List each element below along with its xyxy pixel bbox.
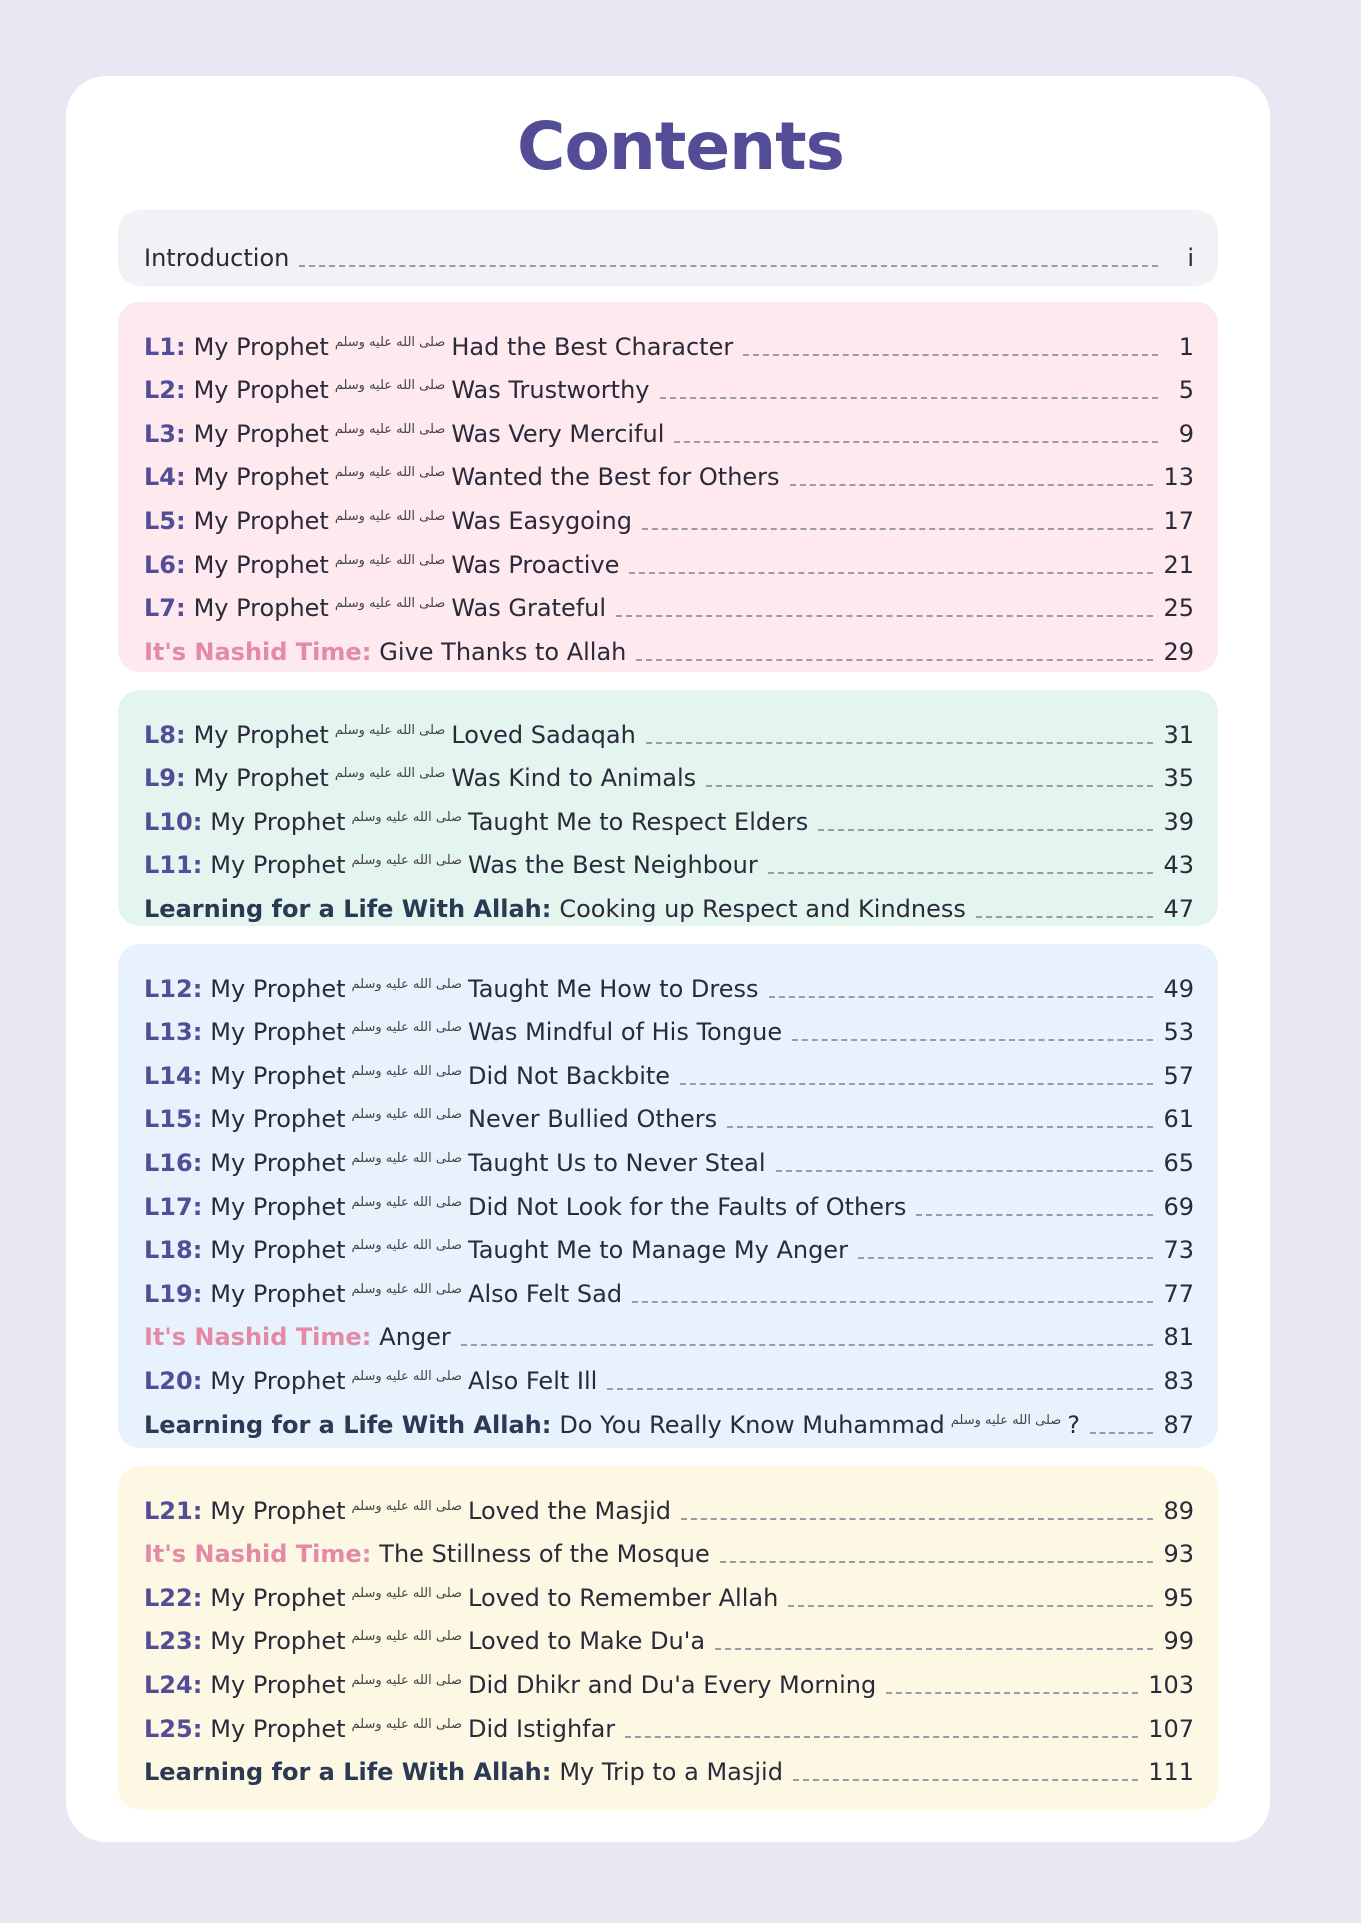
dotted-leader bbox=[818, 829, 1153, 831]
toc-page-number: 57 bbox=[1163, 1061, 1194, 1090]
toc-entry-title-rest: Loved to Make Du'a bbox=[468, 1627, 706, 1656]
toc-entry[interactable] bbox=[144, 1004, 1194, 1048]
dotted-leader bbox=[660, 397, 1159, 399]
toc-entry-code: L6: bbox=[144, 550, 186, 579]
toc-entry-title-rest: Did Dhikr and Du'a Every Morning bbox=[468, 1670, 877, 1699]
dotted-leader bbox=[680, 1083, 1153, 1085]
dotted-leader bbox=[768, 872, 1154, 874]
toc-entry-title: My Prophet bbox=[210, 1583, 346, 1612]
toc-entry[interactable] bbox=[144, 1222, 1194, 1266]
toc-entry-code: L9: bbox=[144, 764, 186, 793]
toc-entry-code: L7: bbox=[144, 594, 186, 623]
toc-page-number: 81 bbox=[1163, 1323, 1194, 1352]
pbuh-honorific: صلى الله عليه وسلم bbox=[351, 1020, 463, 1036]
toc-page-number: 29 bbox=[1163, 637, 1194, 666]
toc-page-number: 49 bbox=[1163, 974, 1194, 1003]
dotted-leader bbox=[886, 1692, 1138, 1694]
dotted-leader bbox=[776, 1170, 1154, 1172]
toc-entry[interactable] bbox=[144, 1700, 1194, 1744]
toc-entry-title-rest: Was Kind to Animals bbox=[451, 764, 697, 793]
toc-entry-code: L18: bbox=[144, 1236, 203, 1265]
toc-entry-code: Learning for a Life With Allah: bbox=[144, 1410, 552, 1439]
pbuh-honorific: صلى الله عليه وسلم bbox=[334, 722, 446, 738]
dotted-leader bbox=[792, 1039, 1153, 1041]
toc-entry-code: Learning for a Life With Allah: bbox=[144, 1758, 552, 1787]
pbuh-honorific: صلى الله عليه وسلم bbox=[351, 1107, 463, 1123]
toc-entry[interactable] bbox=[144, 750, 1194, 794]
toc-entry-title-rest: Did Not Backbite bbox=[468, 1061, 671, 1090]
toc-entry-title-rest: Also Felt Ill bbox=[468, 1366, 598, 1395]
dotted-leader bbox=[706, 785, 1153, 787]
pbuh-honorific: صلى الله عليه وسلم bbox=[351, 1716, 463, 1732]
toc-entry[interactable] bbox=[144, 492, 1194, 536]
toc-entry-title-rest: Did Not Look for the Faults of Others bbox=[468, 1192, 907, 1221]
toc-page-number: 61 bbox=[1163, 1105, 1194, 1134]
toc-page-number: 53 bbox=[1163, 1018, 1194, 1047]
pbuh-honorific: صلى الله عليه وسلم bbox=[351, 1585, 463, 1601]
toc-entry-code: L25: bbox=[144, 1714, 203, 1743]
toc-entry-title-rest: Loved to Remember Allah bbox=[468, 1583, 779, 1612]
toc-entry-title-rest: Had the Best Character bbox=[451, 332, 734, 361]
toc-entry-code: L22: bbox=[144, 1583, 203, 1612]
toc-page-number: 35 bbox=[1163, 764, 1194, 793]
dotted-leader bbox=[461, 1344, 1154, 1346]
toc-entry-title: My Prophet bbox=[193, 506, 329, 535]
toc-entry-title: My Prophet bbox=[210, 1105, 346, 1134]
toc-entry-title-rest: Taught Me How to Dress bbox=[468, 974, 759, 1003]
toc-entry[interactable] bbox=[144, 536, 1194, 580]
toc-page-number: 83 bbox=[1163, 1366, 1194, 1395]
dotted-leader bbox=[916, 1214, 1153, 1216]
pbuh-honorific: صلى الله عليه وسلم bbox=[351, 1281, 463, 1297]
pbuh-honorific: صلى الله عليه وسلم bbox=[351, 853, 463, 869]
toc-entry-code: L15: bbox=[144, 1105, 203, 1134]
toc-entry-code: L20: bbox=[144, 1366, 203, 1395]
pbuh-honorific: صلى الله عليه وسلم bbox=[351, 1150, 463, 1166]
toc-entry[interactable] bbox=[144, 880, 1194, 924]
toc-entry[interactable] bbox=[144, 1178, 1194, 1222]
toc-entry[interactable] bbox=[144, 837, 1194, 881]
toc-page-number: 89 bbox=[1163, 1496, 1194, 1525]
toc-entry-title: My Prophet bbox=[210, 1496, 346, 1525]
toc-entry-code: L13: bbox=[144, 1018, 203, 1047]
toc-section-intro bbox=[118, 210, 1218, 286]
toc-entry[interactable] bbox=[144, 1656, 1194, 1700]
toc-entry[interactable] bbox=[144, 706, 1194, 750]
toc-entry-code: L4: bbox=[144, 463, 186, 492]
toc-page-number: 39 bbox=[1163, 807, 1194, 836]
pbuh-honorific: صلى الله عليه وسلم bbox=[334, 334, 446, 350]
toc-page-number: 99 bbox=[1163, 1627, 1194, 1656]
toc-entry-code: L16: bbox=[144, 1148, 203, 1177]
toc-entry-title: My Prophet bbox=[193, 720, 329, 749]
dotted-leader bbox=[1090, 1432, 1153, 1434]
toc-entry-code: L2: bbox=[144, 376, 186, 405]
dotted-leader bbox=[299, 265, 1158, 267]
toc-entry-title-rest: Did Istighfar bbox=[468, 1714, 616, 1743]
toc-entry[interactable] bbox=[144, 1613, 1194, 1657]
pbuh-honorific: صلى الله عليه وسلم bbox=[351, 1194, 463, 1210]
toc-entry[interactable] bbox=[144, 1265, 1194, 1309]
toc-entry-title: My Prophet bbox=[210, 974, 346, 1003]
toc-page-number: 13 bbox=[1163, 463, 1194, 492]
pbuh-honorific: صلى الله عليه وسلم bbox=[334, 596, 446, 612]
toc-entry-title: My Prophet bbox=[210, 1018, 346, 1047]
toc-entry-code: L23: bbox=[144, 1627, 203, 1656]
toc-entry[interactable] bbox=[144, 580, 1194, 624]
pbuh-honorific: صلى الله عليه وسلم bbox=[351, 976, 463, 992]
toc-page-number: 31 bbox=[1163, 720, 1194, 749]
toc-entry[interactable] bbox=[144, 960, 1194, 1004]
toc-page-number: 17 bbox=[1163, 506, 1194, 535]
dotted-leader bbox=[788, 1605, 1153, 1607]
toc-section-lessons-12-20 bbox=[118, 944, 1218, 1448]
dotted-leader bbox=[976, 916, 1154, 918]
toc-entry[interactable] bbox=[144, 793, 1194, 837]
toc-page-number: 95 bbox=[1163, 1583, 1194, 1612]
toc-entry-code: L10: bbox=[144, 807, 203, 836]
toc-entry-title: Cooking up Respect and Kindness bbox=[559, 894, 966, 923]
toc-entry-title: My Prophet bbox=[210, 1714, 346, 1743]
toc-entry-code: It's Nashid Time: bbox=[144, 1540, 372, 1569]
toc-page-number: 111 bbox=[1148, 1758, 1194, 1787]
pbuh-honorific: صلى الله عليه وسلم bbox=[351, 1629, 463, 1645]
toc-entry-title-rest: Was Mindful of His Tongue bbox=[468, 1018, 783, 1047]
dotted-leader bbox=[625, 1736, 1138, 1738]
toc-entry-title-rest: Taught Me to Respect Elders bbox=[468, 807, 809, 836]
toc-entry[interactable] bbox=[144, 405, 1194, 449]
dotted-leader bbox=[790, 484, 1154, 486]
toc-entry-code: L14: bbox=[144, 1061, 203, 1090]
toc-entry-title: Introduction bbox=[144, 243, 290, 272]
toc-entry[interactable] bbox=[144, 1569, 1194, 1613]
toc-entry-title: My Prophet bbox=[210, 851, 346, 880]
toc-entry-title: My Prophet bbox=[193, 376, 329, 405]
toc-entry[interactable] bbox=[144, 1352, 1194, 1396]
toc-page-number: 25 bbox=[1163, 594, 1194, 623]
pbuh-honorific: صلى الله عليه وسلم bbox=[334, 766, 446, 782]
toc-page-number: 77 bbox=[1163, 1279, 1194, 1308]
toc-entry-title: My Prophet bbox=[193, 594, 329, 623]
toc-entry-code: L8: bbox=[144, 720, 186, 749]
pbuh-honorific: صلى الله عليه وسلم bbox=[351, 1672, 463, 1688]
toc-page-number: 43 bbox=[1163, 851, 1194, 880]
dotted-leader bbox=[674, 441, 1158, 443]
toc-entry-title: The Stillness of the Mosque bbox=[379, 1540, 710, 1569]
toc-entry[interactable] bbox=[144, 229, 1194, 273]
toc-entry-title: My Prophet bbox=[193, 550, 329, 579]
toc-entry-code: It's Nashid Time: bbox=[144, 637, 372, 666]
dotted-leader bbox=[743, 354, 1158, 356]
toc-entry-title: My Prophet bbox=[193, 419, 329, 448]
toc-entry-code: Learning for a Life With Allah: bbox=[144, 894, 552, 923]
pbuh-honorific: صلى الله عليه وسلم bbox=[334, 552, 446, 568]
toc-entry-title: My Prophet bbox=[210, 807, 346, 836]
toc-entry-title-rest: Also Felt Sad bbox=[468, 1279, 623, 1308]
toc-entry-title-rest: Was the Best Neighbour bbox=[468, 851, 758, 880]
dotted-leader bbox=[607, 1388, 1153, 1390]
toc-entry[interactable] bbox=[144, 362, 1194, 406]
toc-page-number: i bbox=[1187, 243, 1194, 272]
pbuh-honorific: صلى الله عليه وسلم bbox=[351, 1498, 463, 1514]
toc-page-number: 73 bbox=[1163, 1236, 1194, 1265]
toc-section-lessons-8-11 bbox=[118, 690, 1218, 926]
pbuh-honorific: صلى الله عليه وسلم bbox=[351, 1238, 463, 1254]
toc-page-number: 87 bbox=[1163, 1410, 1194, 1439]
toc-entry-code: L11: bbox=[144, 851, 203, 880]
page-title: Contents bbox=[517, 108, 844, 185]
dotted-leader bbox=[636, 659, 1153, 661]
toc-entry[interactable] bbox=[144, 1526, 1194, 1570]
toc-page-number: 69 bbox=[1163, 1192, 1194, 1221]
dotted-leader bbox=[720, 1561, 1154, 1563]
toc-page-number: 1 bbox=[1178, 332, 1194, 361]
toc-page-number: 21 bbox=[1163, 550, 1194, 579]
toc-entry[interactable] bbox=[144, 318, 1194, 362]
pbuh-honorific: صلى الله عليه وسلم bbox=[351, 1063, 463, 1079]
toc-entry-title: My Prophet bbox=[210, 1670, 346, 1699]
toc-entry-title-rest: Never Bullied Others bbox=[468, 1105, 718, 1134]
toc-entry-code: L5: bbox=[144, 506, 186, 535]
toc-entry-title-rest: Taught Me to Manage My Anger bbox=[468, 1236, 848, 1265]
toc-entry-code: L24: bbox=[144, 1670, 203, 1699]
toc-section-lessons-1-7 bbox=[118, 302, 1218, 672]
dotted-leader bbox=[793, 1779, 1138, 1781]
toc-entry-code: L12: bbox=[144, 974, 203, 1003]
toc-entry-title: My Prophet bbox=[210, 1192, 346, 1221]
toc-entry-code: L1: bbox=[144, 332, 186, 361]
toc-entry-title-rest: Taught Us to Never Steal bbox=[468, 1148, 766, 1177]
pbuh-honorific: صلى الله عليه وسلم bbox=[334, 508, 446, 524]
toc-entry[interactable] bbox=[144, 1482, 1194, 1526]
toc-entry-title-rest: Was Easygoing bbox=[451, 506, 632, 535]
toc-page-number: 9 bbox=[1178, 419, 1194, 448]
toc-entry[interactable] bbox=[144, 1744, 1194, 1788]
toc-page-number: 47 bbox=[1163, 894, 1194, 923]
toc-entry-title-rest: Was Very Merciful bbox=[451, 419, 665, 448]
dotted-leader bbox=[727, 1126, 1153, 1128]
pbuh-honorific: صلى الله عليه وسلم bbox=[351, 809, 463, 825]
pbuh-honorific: صلى الله عليه وسلم bbox=[334, 378, 446, 394]
toc-entry[interactable] bbox=[144, 449, 1194, 493]
toc-entry-code: L3: bbox=[144, 419, 186, 448]
toc-entry-title: My Prophet bbox=[210, 1366, 346, 1395]
toc-page-number: 65 bbox=[1163, 1148, 1194, 1177]
toc-entry-title-rest: Wanted the Best for Others bbox=[451, 463, 780, 492]
toc-entry-title-rest: Loved the Masjid bbox=[468, 1496, 671, 1525]
dotted-leader bbox=[715, 1648, 1153, 1650]
toc-entry-title: My Prophet bbox=[193, 463, 329, 492]
toc-page-number: 103 bbox=[1148, 1670, 1194, 1699]
dotted-leader bbox=[858, 1257, 1154, 1259]
toc-entry-code: L21: bbox=[144, 1496, 203, 1525]
toc-entry-title-rest: Was Trustworthy bbox=[451, 376, 650, 405]
dotted-leader bbox=[616, 615, 1153, 617]
toc-entry-title: Give Thanks to Allah bbox=[379, 637, 627, 666]
toc-entry[interactable] bbox=[144, 623, 1194, 667]
dotted-leader bbox=[646, 742, 1154, 744]
toc-entry[interactable] bbox=[144, 1309, 1194, 1353]
toc-section-lessons-21-25 bbox=[118, 1466, 1218, 1810]
toc-entry-title: My Prophet bbox=[210, 1627, 346, 1656]
toc-entry[interactable] bbox=[144, 1091, 1194, 1135]
toc-entry-title: My Prophet bbox=[210, 1061, 346, 1090]
toc-page-number: 93 bbox=[1163, 1540, 1194, 1569]
toc-entry-code: L19: bbox=[144, 1279, 203, 1308]
dotted-leader bbox=[642, 528, 1153, 530]
dotted-leader bbox=[769, 996, 1154, 998]
dotted-leader bbox=[632, 1301, 1153, 1303]
pbuh-honorific: صلى الله عليه وسلم bbox=[950, 1412, 1062, 1428]
toc-entry-title-rest: Was Grateful bbox=[451, 594, 607, 623]
toc-entry-title: My Prophet bbox=[210, 1148, 346, 1177]
pbuh-honorific: صلى الله عليه وسلم bbox=[334, 465, 446, 481]
pbuh-honorific: صلى الله عليه وسلم bbox=[351, 1368, 463, 1384]
toc-page-number: 5 bbox=[1178, 376, 1194, 405]
toc-entry[interactable] bbox=[144, 1047, 1194, 1091]
toc-entry-title: Do You Really Know Muhammad bbox=[559, 1410, 945, 1439]
toc-entry-title: My Prophet bbox=[193, 332, 329, 361]
toc-page-number: 107 bbox=[1148, 1714, 1194, 1743]
toc-entry-title-rest: ? bbox=[1067, 1410, 1081, 1439]
toc-entry-title: My Trip to a Masjid bbox=[559, 1758, 783, 1787]
toc-entry-title: My Prophet bbox=[210, 1279, 346, 1308]
toc-entry-title: My Prophet bbox=[193, 764, 329, 793]
toc-entry-code: It's Nashid Time: bbox=[144, 1323, 372, 1352]
dotted-leader bbox=[629, 572, 1153, 574]
toc-entry-title-rest: Loved Sadaqah bbox=[451, 720, 636, 749]
toc-entry[interactable] bbox=[144, 1396, 1194, 1440]
toc-entry-title-rest: Was Proactive bbox=[451, 550, 620, 579]
toc-entry-title: My Prophet bbox=[210, 1236, 346, 1265]
pbuh-honorific: صلى الله عليه وسلم bbox=[334, 421, 446, 437]
toc-entry-title: Anger bbox=[379, 1323, 451, 1352]
toc-entry[interactable] bbox=[144, 1134, 1194, 1178]
toc-entry-code: L17: bbox=[144, 1192, 203, 1221]
dotted-leader bbox=[681, 1518, 1153, 1520]
